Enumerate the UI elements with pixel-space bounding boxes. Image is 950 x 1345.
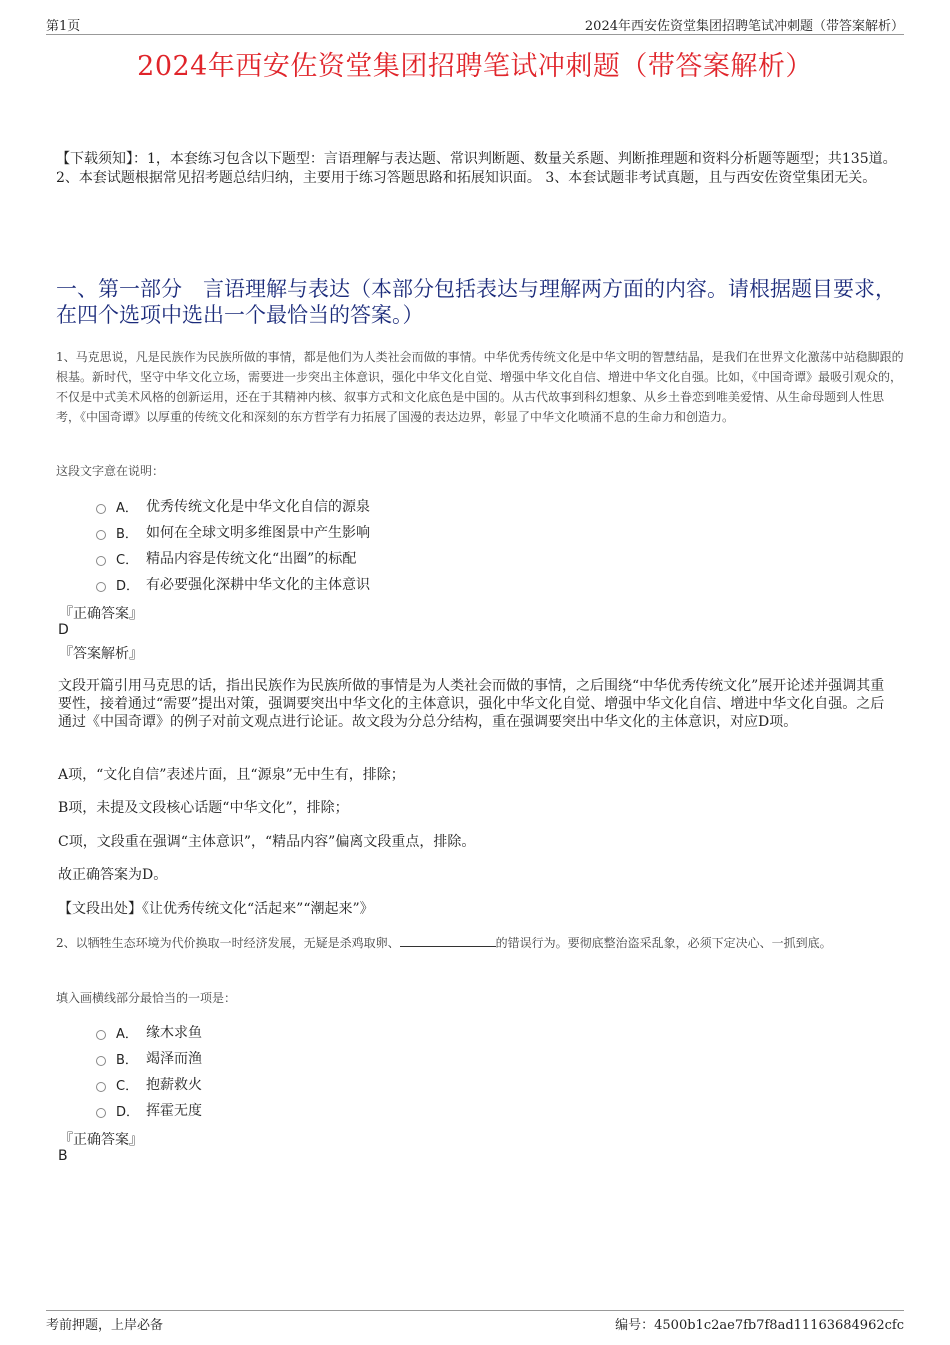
option-d[interactable]: D． 挥霍无度	[96, 1097, 202, 1123]
radio-icon[interactable]	[96, 504, 106, 514]
analysis-label: 『答案解析』	[59, 646, 143, 662]
answer-value: D	[58, 622, 69, 638]
question-1-options	[96, 493, 370, 597]
option-a[interactable]: A． 缘木求鱼	[96, 1019, 202, 1045]
option-d[interactable]: D． 有必要强化深耕中华文化的主体意识	[96, 571, 370, 597]
question-2-stem: 2、以牺牲生态环境为代价换取一时经济发展，无疑是杀鸡取卵、 的错误行为。要彻底整治盗采乱象，必须下定决心、一抓到底。	[56, 936, 832, 950]
blank-line	[400, 934, 496, 947]
header-doc-title: 2024年西安佐资堂集团招聘笔试冲刺题（带答案解析）	[584, 19, 904, 34]
analysis-source: 【文段出处】《让优秀传统文化“活起来”“潮起来”》	[58, 901, 374, 917]
analysis-option-c: C项，文段重在强调“主体意识”，“精品内容”偏离文段重点，排除。	[58, 834, 476, 850]
question-1-prompt: 这段文字意在说明：	[56, 464, 165, 478]
analysis-option-a: A项，“文化自信”表述片面，且“源泉”无中生有，排除；	[58, 767, 405, 783]
radio-icon[interactable]	[96, 1056, 106, 1066]
page-number: 第1页	[46, 19, 81, 34]
question-1-stem: 1、马克思说，凡是民族作为民族所做的事情，都是他们为人类社会而做的事情。中华优秀传统文化是中华文明的智慧结晶，是我们在世界文化激荡中站稳脚跟的根基。新时代，坚守中华文化立场，需要进一步突出主体意识，强化中华文化自觉、增强中华文化自信、增进中华文化自强。比如，《中国奇谭》最吸引观众的，不仅是中式美术风格的创新运用，还在于其精神内核、叙事方式和文化底色是中国的。从古代故事到科幻想象、从乡土眷恋到唯美爱情、从生命母题到人性思考，《中国奇谭》以厚重的传统文化和深刻的东方哲学有力拓展了国漫的表达边界，彰显了中华文化喷涌不息的生命力和创造力。	[56, 350, 904, 424]
option-b[interactable]: B． 竭泽而渔	[96, 1045, 202, 1071]
footer-slogan: 考前押题，上岸必备	[46, 1318, 164, 1333]
answer-label: 『正确答案』	[59, 606, 143, 622]
analysis-option-b: B项，未提及文段核心话题“中华文化”，排除；	[58, 800, 349, 816]
answer-label: 『正确答案』	[59, 1132, 143, 1148]
radio-icon[interactable]	[96, 1082, 106, 1092]
option-b[interactable]: B． 如何在全球文明多维图景中产生影响	[96, 519, 370, 545]
radio-icon[interactable]	[96, 530, 106, 540]
radio-icon[interactable]	[96, 1030, 106, 1040]
question-2-prompt: 填入画横线部分最恰当的一项是：	[56, 991, 237, 1005]
section-heading: 一、第一部分 言语理解与表达（本部分包括表达与理解两方面的内容。请根据题目要求，在四个选项中选出一个最恰当的答案。）	[56, 277, 896, 327]
page-footer	[46, 1310, 904, 1331]
page-header	[46, 14, 904, 35]
radio-icon[interactable]	[96, 582, 106, 592]
option-c[interactable]: C． 抱薪救火	[96, 1071, 202, 1097]
option-a[interactable]: A． 优秀传统文化是中华文化自信的源泉	[96, 493, 370, 519]
answer-value: B	[58, 1148, 68, 1164]
radio-icon[interactable]	[96, 556, 106, 566]
document-title: 2024年西安佐资堂集团招聘笔试冲刺题（带答案解析）	[137, 51, 813, 82]
analysis-conclusion: 故正确答案为D。	[58, 867, 168, 883]
option-c[interactable]: C． 精品内容是传统文化“出圈”的标配	[96, 545, 370, 571]
footer-serial: 编号：4500b1c2ae7fb7f8ad11163684962cfc	[615, 1318, 904, 1333]
question-2-options	[96, 1019, 202, 1123]
download-notice: 【下载须知】：1，本套练习包含以下题型：言语理解与表达题、常识判断题、数量关系题、判断推理题和资料分析题等题型；共135道。 2、本套试题根据常见招考题总结归纳，主要用于练习答题思路和拓展知识面。 3、本套试题非考试真题，且与西安佐资堂集团无关。	[56, 151, 897, 186]
analysis-paragraph: 文段开篇引用马克思的话，指出民族作为民族所做的事情是为人类社会而做的事情，之后围绕“中华优秀传统文化”展开论述并强调其重要性，接着通过“需要”提出对策，强调要突出中华文化的主体意识，强化中华文化自觉、增强中华文化自信、增进中华文化自强。之后通过《中国奇谭》的例子对前文观点进行论证。故文段为分总分结构，重在强调要突出中华文化的主体意识，对应D项。	[58, 678, 885, 730]
radio-icon[interactable]	[96, 1108, 106, 1118]
